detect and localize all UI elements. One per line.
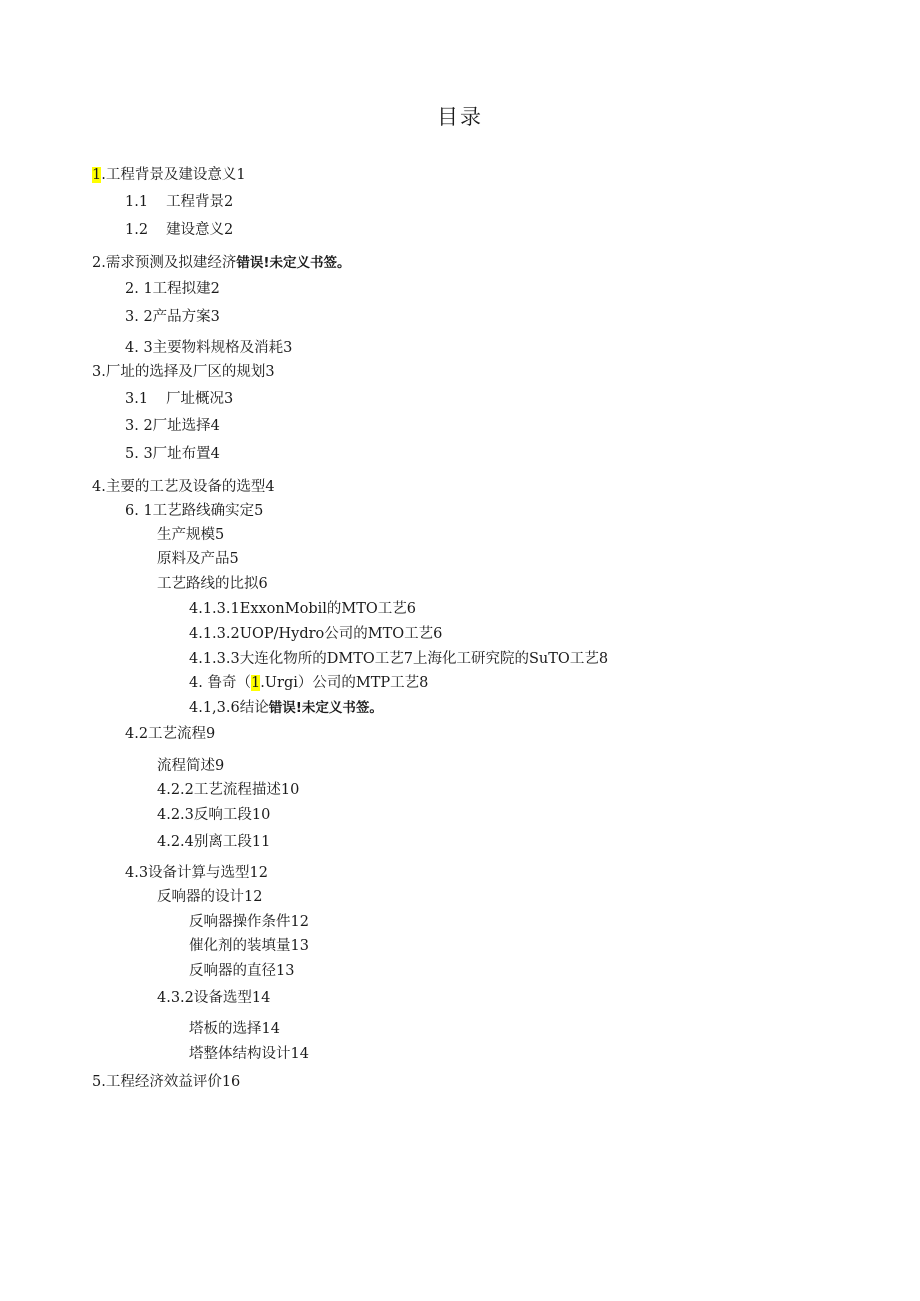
toc-title: 目录 <box>437 105 483 129</box>
toc-entry-label: 催化剂的装填量13 <box>189 938 309 954</box>
toc-entry-label: 5.工程经济效益评价16 <box>92 1074 241 1090</box>
toc-entry[interactable] <box>189 1044 309 1064</box>
toc-entry[interactable] <box>157 525 224 545</box>
toc-entry-label: 3. 2产品方案3 <box>125 309 220 325</box>
toc-entry[interactable] <box>125 724 215 744</box>
toc-entry[interactable] <box>125 338 292 358</box>
toc-entry-label: 4. 鲁奇（ <box>189 675 251 691</box>
toc-entry-label: 工艺路线的比拟6 <box>157 576 268 592</box>
toc-entry[interactable] <box>157 549 239 569</box>
toc-entry-highlight: 1 <box>92 167 102 183</box>
toc-entry-label: 4.3.2设备选型14 <box>157 990 271 1006</box>
toc-entry-label: 4.2.3反响工段10 <box>157 807 271 823</box>
toc-entry-label: 反响器操作条件12 <box>189 914 309 930</box>
toc-entry[interactable] <box>189 599 416 619</box>
toc-entry[interactable] <box>157 574 268 594</box>
toc-entry-label: 流程简述9 <box>157 758 225 774</box>
toc-entry[interactable] <box>189 936 309 956</box>
toc-entry[interactable] <box>157 832 270 852</box>
toc-entry-number: 3.1 <box>125 391 149 407</box>
toc-entry[interactable] <box>189 673 428 693</box>
toc-entry[interactable] <box>189 912 309 932</box>
toc-entry[interactable] <box>92 477 275 497</box>
toc-entry-label: 3. 2厂址选择4 <box>125 418 220 434</box>
toc-entry[interactable] <box>125 416 220 436</box>
toc-entry-number: 1.2 <box>125 222 149 238</box>
toc-entry-error-text: 错误!未定义书签。 <box>236 255 351 271</box>
toc-entry-label: 厂址概况3 <box>166 391 234 407</box>
toc-entry[interactable] <box>125 501 263 521</box>
toc-entry-number: 1.1 <box>125 194 149 210</box>
toc-entry-label: 2.需求预测及拟建经济 <box>92 255 237 271</box>
toc-entry[interactable] <box>157 988 270 1008</box>
toc-entry-label: 4.2.2工艺流程描述10 <box>157 782 300 798</box>
toc-entry-label: 4.2.4别离工段11 <box>157 834 271 850</box>
toc-entry-label: 生产规模5 <box>157 527 225 543</box>
toc-entry[interactable] <box>125 389 233 409</box>
toc-entry[interactable] <box>125 863 268 883</box>
toc-entry[interactable] <box>189 649 608 669</box>
toc-entry-label: 3.厂址的选择及厂区的规划3 <box>92 364 275 380</box>
toc-entry[interactable] <box>92 362 275 382</box>
toc-entry[interactable] <box>157 887 262 907</box>
toc-entry[interactable] <box>189 961 294 981</box>
toc-entry-error-text: 错误!未定义书签。 <box>268 700 383 716</box>
toc-entry[interactable] <box>157 805 270 825</box>
toc-entry-highlight: 1 <box>250 675 261 691</box>
toc-entry[interactable] <box>92 1072 240 1092</box>
toc-entry-label: 工程背景2 <box>166 194 234 210</box>
toc-entry[interactable] <box>189 698 383 718</box>
toc-entry-label: 塔整体结构设计14 <box>189 1046 309 1062</box>
toc-entry[interactable] <box>125 279 220 299</box>
toc-entry[interactable] <box>157 756 224 776</box>
toc-entry-label: 4. 3主要物料规格及消耗3 <box>125 340 293 356</box>
toc-entry-label: 4.1.3.1ExxonMobil的MTO工艺6 <box>189 601 417 617</box>
toc-entry-label: 2. 1工程拟建2 <box>125 281 220 297</box>
toc-entry-label: 4.1,3.6结论 <box>189 700 269 716</box>
toc-entry[interactable] <box>125 307 220 327</box>
toc-entry-label: 反响器的设计12 <box>157 889 263 905</box>
toc-entry[interactable] <box>189 1019 280 1039</box>
toc-entry-label: 6. 1工艺路线确实定5 <box>125 503 264 519</box>
toc-entry[interactable] <box>125 444 220 464</box>
toc-entry-label-continued: .Urgi）公司的MTP工艺8 <box>260 675 429 691</box>
toc-entry-label: 建设意义2 <box>166 222 234 238</box>
toc-entry-label: 4.2工艺流程9 <box>125 726 216 742</box>
toc-entry-label: 4.1.3.3大连化物所的DMTO工艺7上海化工研究院的SuTO工艺8 <box>189 651 609 667</box>
toc-entry[interactable] <box>92 253 351 273</box>
toc-entry-label: 塔板的选择14 <box>189 1021 280 1037</box>
toc-entry-label: 4.1.3.2UOP/Hydro公司的MTO工艺6 <box>189 626 443 642</box>
toc-entry-label: 4.3设备计算与选型12 <box>125 865 269 881</box>
toc-entry-label: 原料及产品5 <box>157 551 239 567</box>
toc-entry-label: .工程背景及建设意义1 <box>101 167 246 183</box>
toc-entry-label: 5. 3厂址布置4 <box>125 446 220 462</box>
toc-entry[interactable] <box>92 165 246 185</box>
toc-entry-label: 反响器的直径13 <box>189 963 295 979</box>
toc-entry[interactable] <box>125 192 233 212</box>
toc-entry-label: 4.主要的工艺及设备的选型4 <box>92 479 275 495</box>
toc-entry[interactable] <box>189 624 442 644</box>
toc-entry[interactable] <box>125 220 233 240</box>
toc-entry[interactable] <box>157 780 299 800</box>
